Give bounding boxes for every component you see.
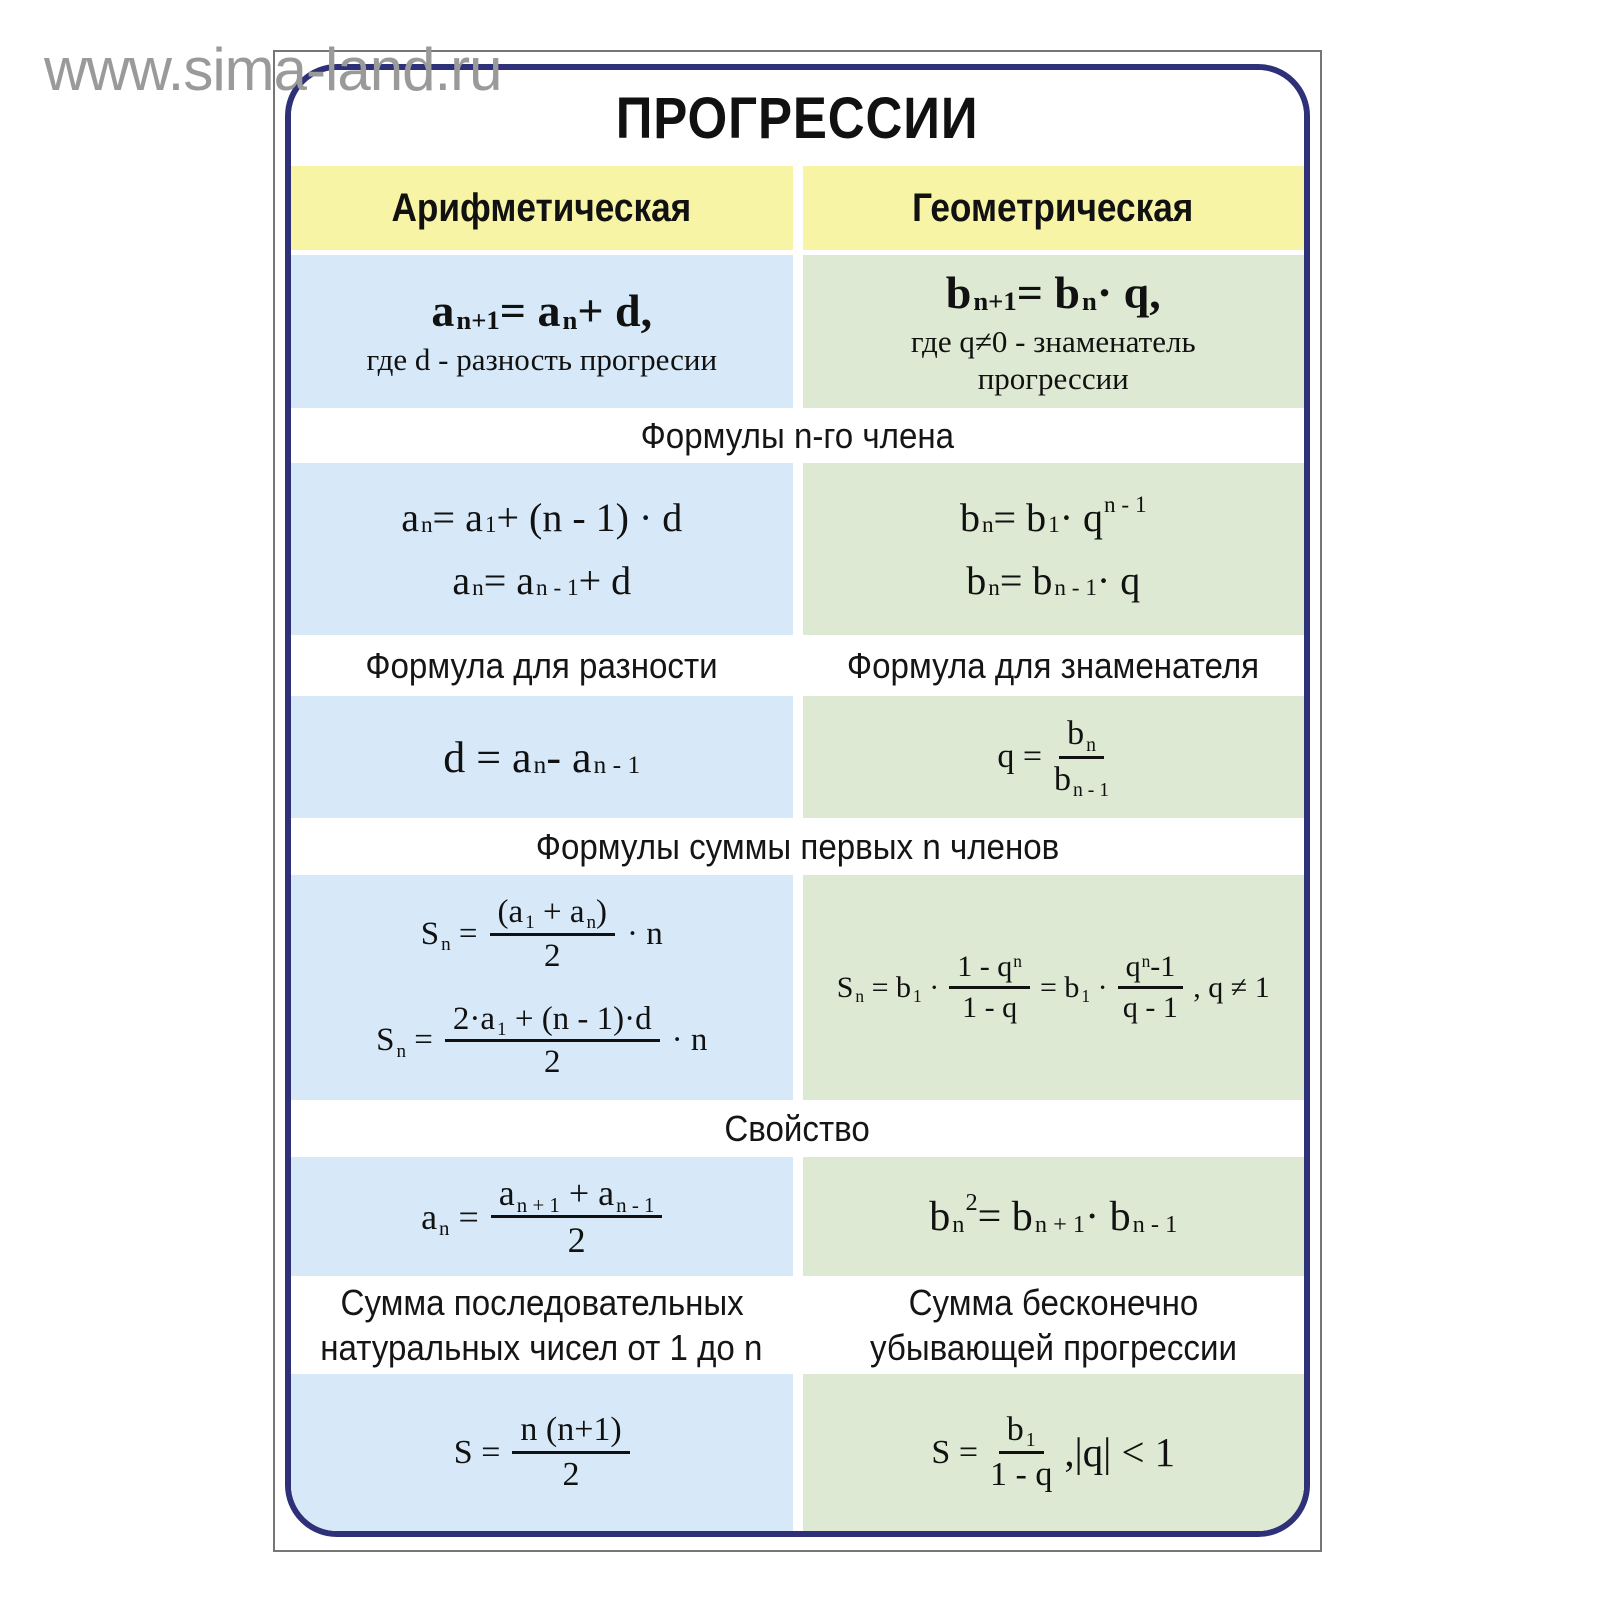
arithmetic-sum2-fraction [445, 1001, 660, 1082]
cell-arithmetic-nth-term [291, 463, 793, 635]
geometric-sum-lhs: S $_n$ = b $_1$ · [836, 970, 940, 1007]
arithmetic-sum1-den: 2 [544, 937, 561, 974]
geometric-sum-condition: , q ≠ 1 [1193, 970, 1270, 1004]
denominator-fraction-den: b $_{n - 1}$ [1054, 760, 1110, 801]
infinite-sum-num: b $_1$ [999, 1411, 1044, 1454]
arithmetic-property-formula [421, 1173, 662, 1261]
arithmetic-nth-formula-1: a $_n$ = a $_1$ + (n - 1) · d [401, 495, 683, 540]
cell-denominator-formula [803, 696, 1305, 818]
geometric-sum-den-1: 1 - q [962, 991, 1018, 1024]
recurrence-row [291, 255, 1304, 408]
band-nth-term-label: Формулы n-го члена [640, 415, 955, 456]
band-infinite-sum-line1: Сумма бесконечно [908, 1282, 1199, 1323]
natural-sum-fraction [512, 1411, 629, 1494]
geometric-recurrence-note-line1: где q≠0 - знаменатель [910, 323, 1196, 359]
arithmetic-property-num: $a_{n + 1} + a_{n - 1}$ [491, 1173, 663, 1218]
band-ratio-row [291, 635, 1304, 696]
column-headers-row [291, 166, 1304, 250]
sum-row [291, 875, 1304, 1100]
band-special-row [291, 1276, 1304, 1374]
cell-natural-sum-formula [291, 1374, 793, 1531]
geometric-sum-mid: = b $_1$ · [1039, 970, 1108, 1007]
band-property-label: Свойство [724, 1108, 871, 1149]
geometric-nth-formula-2: b $_n$ = b $_{n - 1}$ · q [966, 558, 1141, 603]
arithmetic-sum-formula-1 [421, 894, 663, 975]
denominator-formula-lhs: q = [997, 738, 1043, 775]
infinite-sum-lhs: S = [931, 1433, 978, 1471]
arithmetic-nth-formula-2: a $_n$ = a $_{n - 1}$ + d [452, 558, 632, 603]
infinite-sum-condition: ,|q| < 1 [1064, 1430, 1176, 1475]
arithmetic-sum1-lhs: S $_n$ = [420, 915, 478, 955]
band-difference [291, 635, 793, 696]
band-denominator [803, 635, 1305, 696]
difference-formula: d = a $_n$ - a $_{n - 1}$ [443, 732, 641, 782]
arithmetic-sum2-lhs: S $_n$ = [376, 1022, 433, 1062]
band-property [291, 1100, 1304, 1157]
header-geometric [803, 166, 1305, 250]
natural-sum-formula [454, 1411, 630, 1494]
geometric-property-formula: b $_n$ $^2$ = b $_{n + 1}$ · b $_{n - 1}$ [929, 1189, 1178, 1240]
header-geometric-label: Геометрическая [912, 185, 1194, 230]
natural-sum-den: 2 [562, 1456, 580, 1493]
band-natural-sum-line2: натуральных чисел от 1 до n [320, 1327, 763, 1368]
nth-term-row [291, 463, 1304, 635]
special-formulas-row [291, 1374, 1304, 1531]
denominator-fraction [1054, 715, 1110, 801]
cell-geometric-nth-term [803, 463, 1305, 635]
cell-infinite-sum-formula [803, 1374, 1305, 1531]
arithmetic-property-lhs: $a_n$ = [421, 1196, 479, 1241]
infinite-sum-fraction [990, 1411, 1052, 1494]
band-sum [291, 818, 1304, 875]
watermark: www.sima-land.ru [44, 36, 502, 103]
cell-arithmetic-recurrence [291, 255, 793, 408]
geometric-sum-den-2: q - 1 [1122, 991, 1178, 1024]
cell-geometric-sum [803, 875, 1305, 1100]
arithmetic-sum2-num: 2·a $_1$ + (n - 1)·d [445, 1001, 660, 1043]
ratio-row [291, 696, 1304, 818]
band-nth-term [291, 408, 1304, 463]
arithmetic-sum2-post: · n [671, 1022, 708, 1059]
cell-geometric-recurrence [803, 255, 1305, 408]
band-denominator-label: Формула для знаменателя [847, 645, 1260, 686]
page-title: ПРОГРЕССИИ [616, 85, 979, 151]
arithmetic-sum1-post: · n [627, 915, 663, 952]
infinite-sum-formula [931, 1411, 1175, 1494]
geometric-recurrence-formula: b $_{n+1}$ = b $_n$ · q, [945, 266, 1161, 318]
band-infinite-sum [803, 1276, 1305, 1374]
cell-geometric-property [803, 1157, 1305, 1276]
natural-sum-num: n (n+1) [512, 1411, 629, 1454]
arithmetic-property-fraction [491, 1173, 663, 1261]
arithmetic-sum2-den: 2 [544, 1044, 561, 1081]
denominator-fraction-num: b $_n$ [1059, 715, 1104, 758]
arithmetic-recurrence-formula: a $_{n+1}$ = a $_n$ + d, [431, 285, 653, 337]
geometric-sum-num-1: $1 - q^n$ [949, 950, 1030, 989]
poster-frame [273, 50, 1322, 1552]
band-sum-label: Формулы суммы первых n членов [535, 826, 1060, 867]
geometric-sum-num-2: $q^n-1$ [1118, 950, 1184, 989]
arithmetic-sum-formula-2 [376, 1001, 707, 1082]
header-arithmetic-label: Арифметическая [391, 185, 692, 230]
geometric-sum-fraction-1 [949, 950, 1030, 1024]
arithmetic-recurrence-note: где d - разность прогресии [366, 342, 718, 378]
geometric-recurrence-note-line2: прогрессии [977, 361, 1129, 396]
denominator-formula [997, 715, 1110, 801]
property-row [291, 1157, 1304, 1276]
band-natural-sum-line1: Сумма последовательных [340, 1282, 744, 1323]
arithmetic-sum1-fraction [490, 894, 616, 975]
cell-arithmetic-property [291, 1157, 793, 1276]
cell-difference-formula [291, 696, 793, 818]
geometric-sum-formula [837, 950, 1270, 1024]
geometric-sum-fraction-2 [1118, 950, 1184, 1024]
progressions-table [285, 64, 1310, 1537]
band-difference-label: Формула для разности [365, 645, 718, 686]
arithmetic-property-den: 2 [567, 1220, 586, 1260]
geometric-nth-formula-1: b $_n$ = b $_1$ · q $^{n - 1}$ [959, 491, 1147, 540]
natural-sum-lhs: S = [453, 1433, 501, 1471]
arithmetic-sum1-num: (a $_1$ + a $_n$) [490, 894, 616, 936]
band-infinite-sum-line2: убывающей прогрессии [869, 1327, 1237, 1368]
band-natural-sum [291, 1276, 793, 1374]
header-arithmetic [291, 166, 793, 250]
cell-arithmetic-sum [291, 875, 793, 1100]
infinite-sum-den: 1 - q [990, 1456, 1053, 1493]
